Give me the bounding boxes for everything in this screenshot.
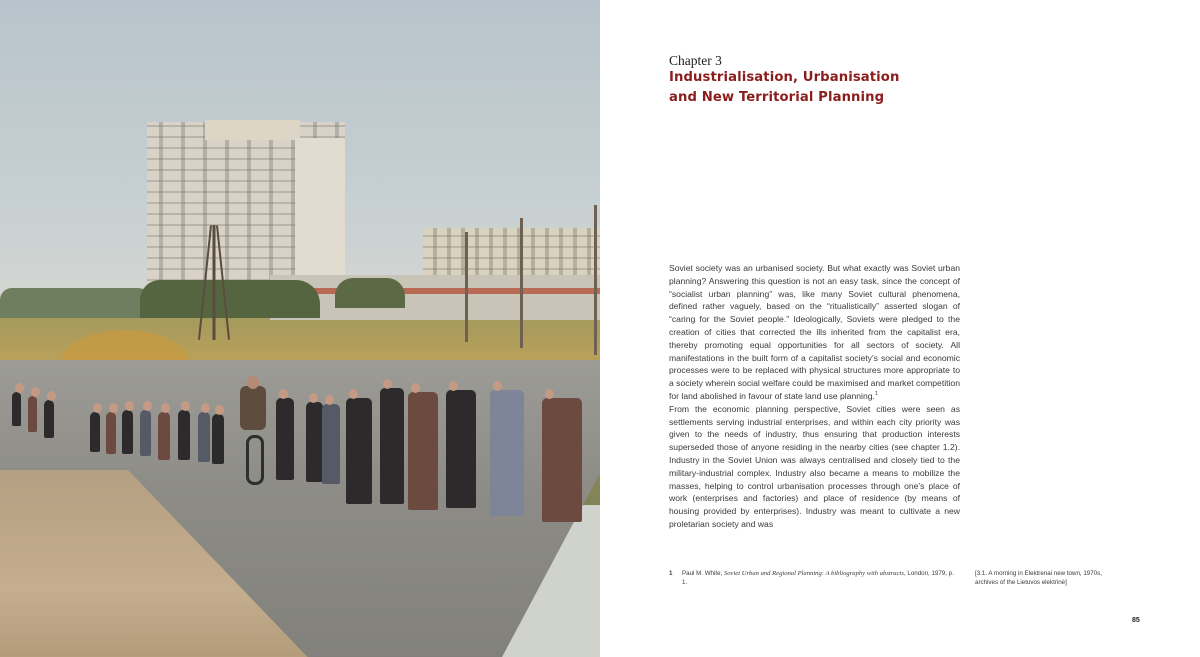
photo-walker — [446, 390, 476, 508]
photo-roof-line — [270, 288, 600, 294]
footnote-title: Soviet Urban and Regional Planning: A bibliography with abstracts — [723, 570, 904, 577]
photo-walker — [380, 388, 404, 504]
photo-walker — [28, 396, 37, 432]
page-number: 85 — [1132, 617, 1140, 624]
photo-walker — [490, 390, 524, 516]
photo-walker — [408, 392, 438, 510]
photo-walker — [212, 414, 224, 464]
footnote-number: 1 — [669, 570, 673, 577]
photo-trees-left — [0, 288, 150, 318]
footnote-text — [682, 569, 959, 587]
photo-walker — [542, 398, 582, 522]
paragraph-1-text: Soviet society was an urbanised society. But what exactly was Soviet urban planning? Answering this question is not an easy task, since the concept of “socialist urban planning” was, like many Soviet cultural phenomena, defined rather vaguely, based on the “ritualistically” asserted slogan of “caring for the Soviet people.” Ideologically, Soviets were pledged to the creation of cities that corrected the ills inherited from the capitalist era, thereby promoting equal opportunities for all sectors of society. All manifestations in the built form of a capitalist society’s social and economic processes were to be replaced with physical structures more appropriate to a society wherein social welfare could be maximised and market competition for land abolished in favour of state land use planning. — [669, 263, 960, 401]
photo-pole — [520, 218, 523, 348]
photo-pole — [594, 205, 597, 355]
photo-walker — [122, 410, 133, 454]
paragraph-2: From the economic planning perspective, Soviet cities were seen as settlements serving industrial enterprises, and within each city priority was given to the needs of industry, thus ensuring that production interests superseded those of anyone residing in the nearby cities (see chapter 1.2). Industry in the Soviet Union was always centralised and closely tied to the military-industrial complex. Industry also became a means to mobilize the masses, helping to control urbanisation processes through one’s place of work (enterprises and factories) and place of residence (by means of housing provided by enterprises). Industry was meant to cultivate a new proletarian society and was — [669, 403, 960, 529]
footnote-rest: , London, 1979, p. 1. — [682, 570, 954, 586]
photo-walker — [140, 410, 151, 456]
photo-walker — [346, 398, 372, 504]
photo-walker — [178, 410, 190, 460]
photo-cyclist — [236, 380, 268, 480]
photo-pylon — [196, 225, 232, 340]
photo-walker — [12, 392, 21, 426]
photo-walker — [306, 402, 323, 482]
photo-tower-side — [295, 138, 345, 288]
body-text — [669, 262, 960, 531]
photo-walker — [322, 404, 340, 484]
photo-trees-right — [335, 278, 405, 308]
chapter-label: Chapter 3 — [669, 53, 722, 68]
photo-walker — [198, 412, 210, 462]
chapter-title-line-1: Industrialisation, Urbanisation — [669, 70, 900, 85]
photo-walker — [106, 412, 116, 454]
photo-tower-top — [205, 120, 300, 140]
footnote-ref[interactable]: 1 — [874, 391, 878, 398]
photo-walker — [276, 398, 294, 480]
footnote-author: Paul M. White, — [682, 570, 724, 577]
paragraph-1 — [669, 262, 960, 403]
photo-pole — [465, 232, 468, 342]
photo-walker — [158, 412, 170, 460]
chapter-title — [669, 68, 989, 108]
photo-caption: [3.1. A morning in Elektrenai new town, 1970s, archives of the Lietuvos elektrinė] — [975, 570, 1102, 586]
footnote — [669, 569, 959, 587]
photo-walker — [90, 412, 100, 452]
photo-walker — [44, 400, 54, 438]
chapter-title-line-2: and New Territorial Planning — [669, 90, 885, 105]
